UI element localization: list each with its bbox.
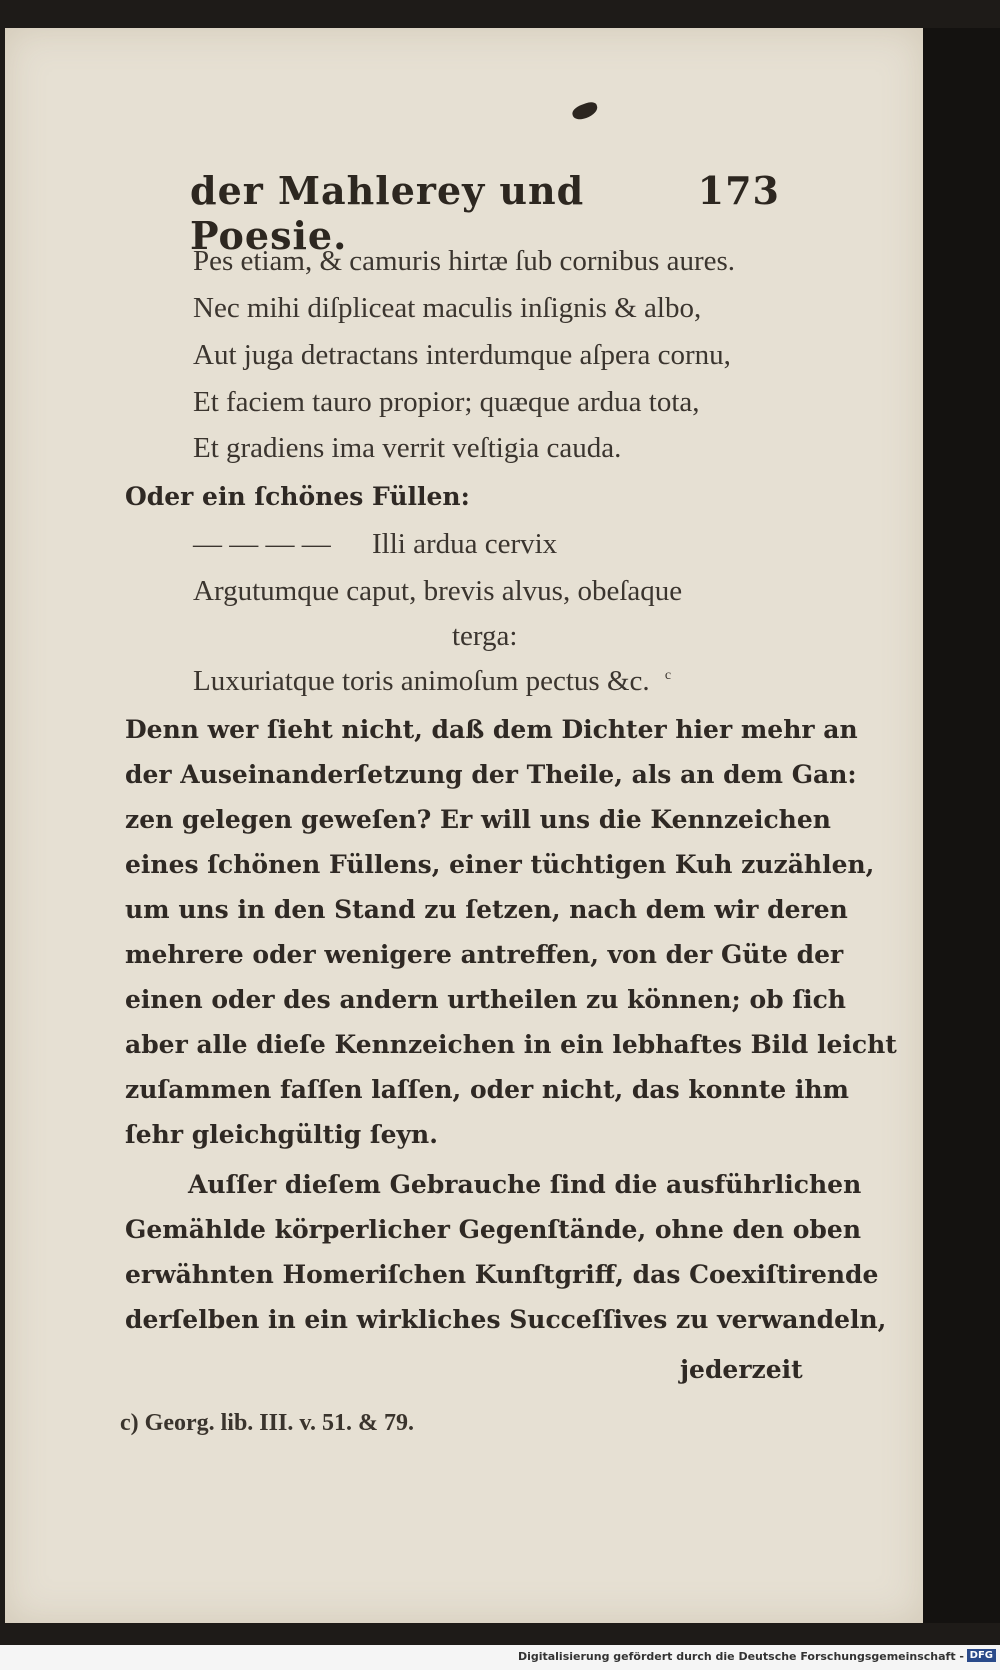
paragraph-line: aber alle dieſe Kennzeichen in ein lebhaftes Bild leicht (125, 1030, 897, 1059)
footnote: c) Georg. lib. III. v. 51. & 79. (120, 1410, 414, 1436)
latin-text: Luxuriatque toris animoſum pectus &c. (193, 665, 650, 697)
latin-line: Et gradiens ima verrit veſtigia cauda. (193, 432, 622, 464)
paragraph-line: Denn wer ſieht nicht, daß dem Dichter hier mehr an (125, 715, 858, 744)
intro-line: Oder ein ſchönes Füllen: (125, 482, 470, 511)
paragraph-line: erwähnten Homeriſchen Kunſtgriff, das Coexiſtirende (125, 1260, 879, 1289)
paragraph-line: Gemählde körperlicher Gegenſtände, ohne den oben (125, 1215, 861, 1244)
latin-line: Aut juga detractans interdumque aſpera cornu, (193, 339, 731, 371)
paragraph-line: mehrere oder wenigere antreffen, von der Güte der (125, 940, 844, 969)
latin-line: Pes etiam, & camuris hirtæ ſub cornibus aures. (193, 245, 736, 277)
paragraph-line: eines ſchönen Füllens, einer tüchtigen Kuh zuzählen, (125, 850, 875, 879)
paragraph-line: zuſammen faſſen laſſen, oder nicht, das konnte ihm (125, 1075, 850, 1104)
scan-top-border (0, 0, 1000, 28)
paragraph-line: zen gelegen geweſen? Er will uns die Kennzeichen (125, 805, 831, 834)
credit-text: Digitalisierung gefördert durch die Deutsche Forschungsgemeinschaft - (517, 1650, 964, 1663)
paragraph-line: ſehr gleichgültig ſeyn. (125, 1120, 438, 1149)
dashes: — — — — (193, 528, 331, 560)
scan-right-border (923, 28, 1000, 1623)
footnote-marker: c (664, 668, 672, 684)
latin-line-dashes (193, 528, 557, 561)
latin-text: Illi ardua cervix (372, 528, 558, 560)
running-title: der Mahlerey und Poesie. (190, 168, 585, 258)
paragraph-line: Auſſer dieſem Gebrauche ſind die ausführlichen (188, 1170, 862, 1199)
page-number: 173 (697, 168, 780, 213)
latin-line (193, 665, 671, 698)
paragraph-line: um uns in den Stand zu ſetzen, nach dem wir deren (125, 895, 848, 924)
latin-line: terga: (452, 620, 518, 652)
catchword: jederzeit (680, 1355, 803, 1384)
paragraph-line: derſelben in ein wirkliches Succeſſives zu verwandeln, (125, 1305, 887, 1334)
latin-line: Nec mihi diſpliceat maculis inſignis & albo, (193, 292, 702, 324)
paragraph-line: der Auseinanderſetzung der Theile, als an dem Gan: (125, 760, 857, 789)
paragraph-line: einen oder des andern urtheilen zu können; ob ſich (125, 985, 846, 1014)
latin-line: Argutumque caput, brevis alvus, obeſaque (193, 575, 683, 607)
dfg-logo: DFG (967, 1649, 996, 1662)
latin-line: Et faciem tauro propior; quæque ardua tota, (193, 386, 700, 418)
